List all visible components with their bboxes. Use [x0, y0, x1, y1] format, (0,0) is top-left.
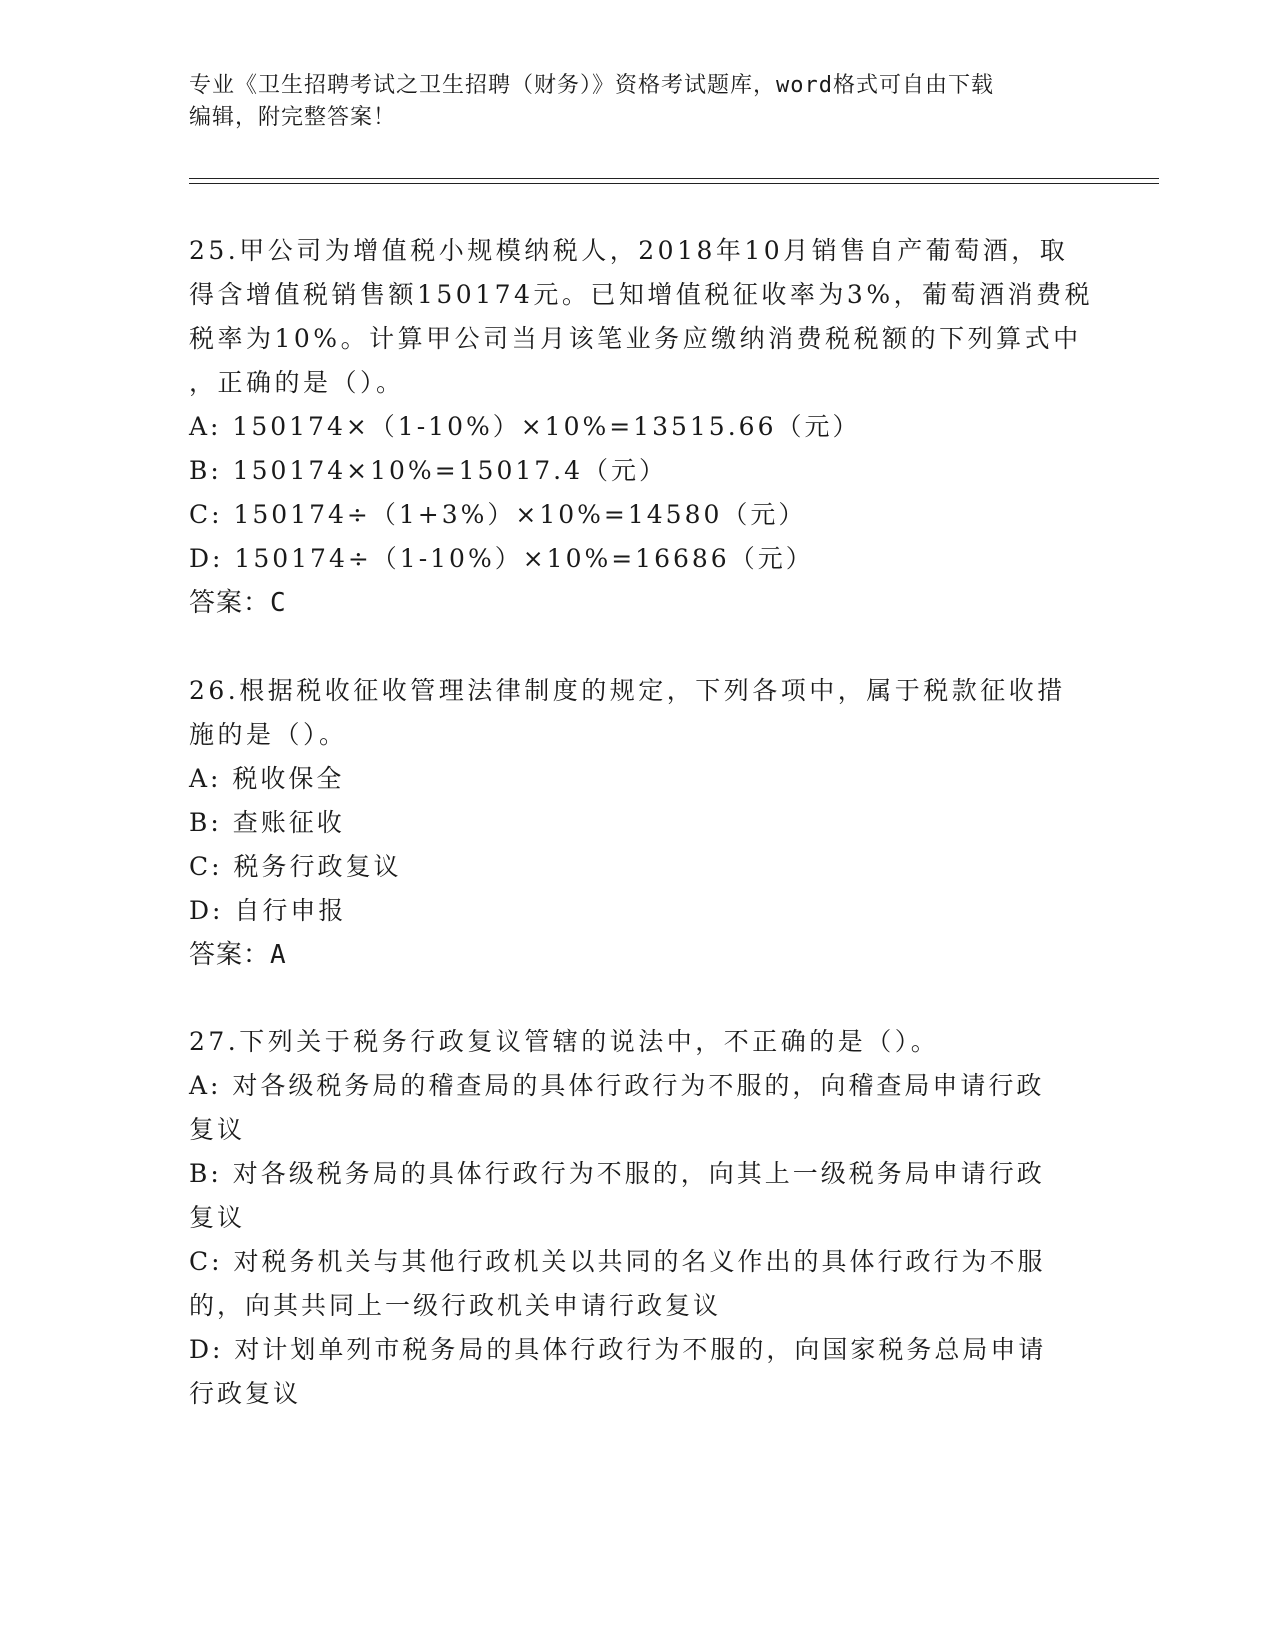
question-25-stem-line-4: ，正确的是（）。 — [189, 368, 405, 397]
question-25-stem-line-2: 得含增值税销售额150174元。已知增值税征收率为3%，葡萄酒消费税 — [189, 280, 1094, 309]
question-25-option-c: C: 150174÷（1+3%）×10%=14580（元） — [189, 500, 807, 529]
question-27-option-a-line-1: A: 对各级税务局的稽查局的具体行政行为不服的，向稽查局申请行政 — [189, 1071, 1045, 1100]
header-line-2: 编辑，附完整答案！ — [189, 105, 397, 130]
header-line-1: 专业《卫生招聘考试之卫生招聘（财务）》资格考试题库，word格式可自由下载 — [189, 73, 994, 98]
question-26-stem-line-1: 26.根据税收征收管理法律制度的规定，下列各项中，属于税款征收措 — [189, 676, 1066, 705]
document-header — [189, 70, 1089, 134]
question-25-stem-line-3: 税率为10%。计算甲公司当月该笔业务应缴纳消费税税额的下列算式中 — [189, 324, 1082, 353]
question-27-option-b-line-1: B: 对各级税务局的具体行政行为不服的，向其上一级税务局申请行政 — [189, 1159, 1045, 1188]
question-25-stem-line-1: 25.甲公司为增值税小规模纳税人，2018年10月销售自产葡萄酒，取 — [189, 236, 1069, 265]
question-26-option-a: A: 税收保全 — [189, 764, 345, 793]
question-25-option-d: D: 150174÷（1-10%）×10%=16686（元） — [189, 544, 814, 573]
question-27-option-d-line-1: D: 对计划单列市税务局的具体行政行为不服的，向国家税务总局申请 — [189, 1335, 1047, 1364]
question-27-option-a-line-2: 复议 — [189, 1115, 246, 1144]
question-25-option-a: A: 150174×（1-10%）×10%=13515.66（元） — [189, 412, 861, 441]
question-27-option-c-line-2: 的，向其共同上一级行政机关申请行政复议 — [189, 1291, 722, 1320]
question-27-stem-line-1: 27.下列关于税务行政复议管辖的说法中，不正确的是（）。 — [189, 1027, 940, 1056]
question-26-option-d: D: 自行申报 — [189, 896, 347, 925]
question-26-option-b: B: 查账征收 — [189, 808, 345, 837]
question-27-option-c-line-1: C: 对税务机关与其他行政机关以共同的名义作出的具体行政行为不服 — [189, 1247, 1046, 1276]
question-25-answer: 答案：C — [189, 588, 287, 618]
question-26-stem-line-2: 施的是（）。 — [189, 720, 348, 749]
question-26-answer: 答案：A — [189, 940, 287, 970]
header-divider — [189, 178, 1159, 179]
header-divider-second — [189, 183, 1159, 184]
question-26-option-c: C: 税务行政复议 — [189, 852, 402, 881]
question-25-option-b: B: 150174×10%=15017.4（元） — [189, 456, 668, 485]
question-27-option-b-line-2: 复议 — [189, 1203, 246, 1232]
question-27-option-d-line-2: 行政复议 — [189, 1379, 302, 1408]
